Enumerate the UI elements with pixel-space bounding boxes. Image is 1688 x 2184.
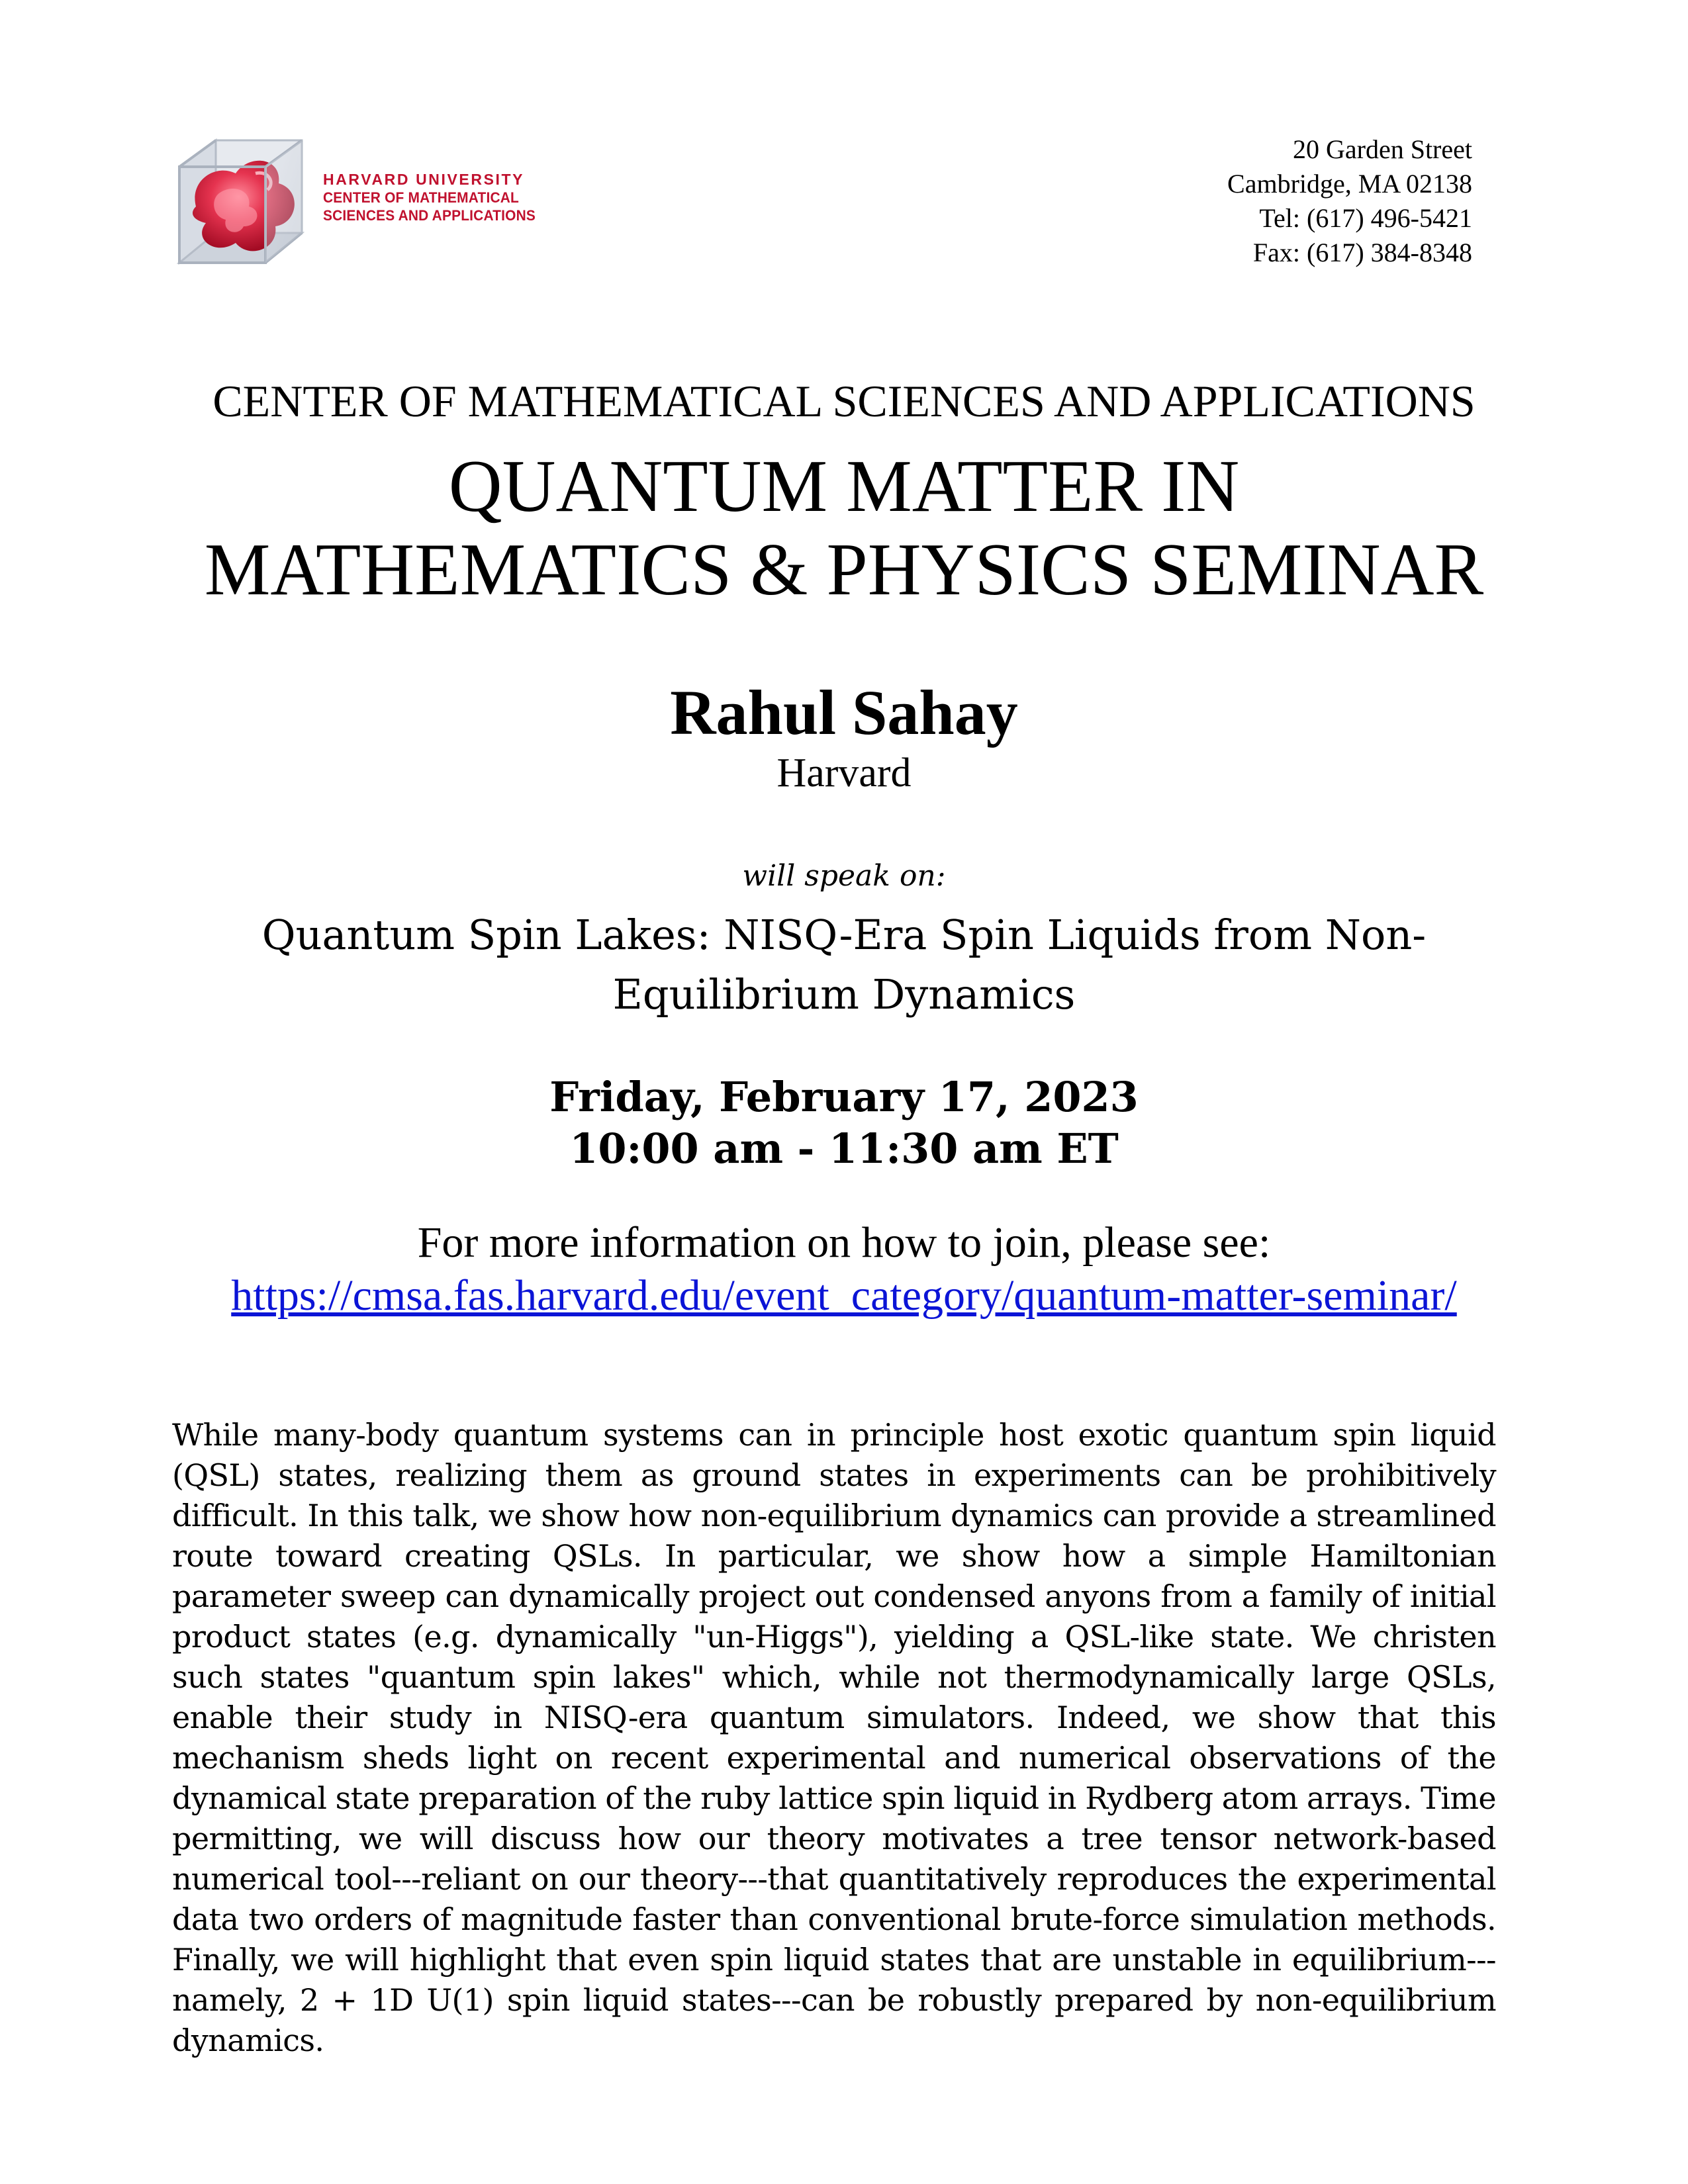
talk-title-line-1: Quantum Spin Lakes: NISQ-Era Spin Liquids from Non- [261, 911, 1427, 959]
speaker-name: Rahul Sahay [670, 677, 1018, 748]
logo-wordmark [323, 171, 547, 224]
address-city: Cambridge, MA 02138 [1227, 169, 1472, 199]
info-text: For more information on how to join, please see: [417, 1218, 1271, 1267]
talk-title [0, 905, 1688, 1024]
address-tel: Tel: (617) 496-5421 [1259, 203, 1472, 233]
logo-line-sciences: SCIENCES AND APPLICATIONS [323, 207, 536, 224]
center-name: CENTER OF MATHEMATICAL SCIENCES AND APPLICATIONS [212, 376, 1476, 426]
address-street: 20 Garden Street [1292, 134, 1472, 164]
event-time: 10:00 am - 11:30 am ET [569, 1124, 1119, 1173]
logo-line-center: CENTER OF MATHEMATICAL [323, 189, 519, 206]
cmsa-logo [169, 127, 567, 279]
info-link-row [0, 1269, 1688, 1322]
seminar-title-line-1: QUANTUM MATTER IN [448, 445, 1240, 527]
abstract-paragraph: While many-body quantum systems can in principle host exotic quantum spin liquid (QSL) states, realizing them as ground states in experiments can be prohibitively difficult. In this talk, we show how non-equilibrium dynamics can provide a streamlined route toward creating QSLs. In particular, we show how a simple Hamiltonian parameter sweep can dynamically project out condensed anyons from a family of initial product states (e.g. dynamically "un-Higgs"), yielding a QSL-like state. We christen such states "quantum spin lakes" which, while not thermodynamically large QSLs, enable their study in NISQ-era quantum simulators. Indeed, we show that this mechanism sheds light on recent experimental and numerical observations of the dynamical state preparation of the ruby lattice spin liquid in Rydberg atom arrays. Time permitting, we will discuss how our theory motivates a tree tensor network-based numerical tool---reliant on our theory---that quantitatively reproduces the experimental data two orders of magnitude faster than conventional brute-force simulation methods. Finally, we will highlight that even spin liquid states that are unstable in equilibrium---namely, 2 + 1D U(1) spin liquid states---can be robustly prepared by non-equilibrium dynamics. [172, 1417, 1496, 2058]
speaker-affiliation: Harvard [776, 751, 912, 796]
address-fax: Fax: (617) 384-8348 [1252, 238, 1472, 267]
cube-sculpture-icon [169, 127, 322, 279]
seminar-link[interactable]: https://cmsa.fas.harvard.edu/event_category/quantum-matter-seminar/ [231, 1271, 1457, 1320]
seminar-title-line-2: MATHEMATICS & PHYSICS SEMINAR [204, 529, 1484, 611]
will-speak-label: will speak on: [742, 859, 946, 893]
logo-line-university: HARVARD UNIVERSITY [323, 171, 525, 188]
event-date: Friday, February 17, 2023 [549, 1073, 1139, 1121]
seminar-title [0, 445, 1688, 612]
address-block [1227, 132, 1472, 270]
talk-title-line-2: Equilibrium Dynamics [612, 970, 1076, 1019]
